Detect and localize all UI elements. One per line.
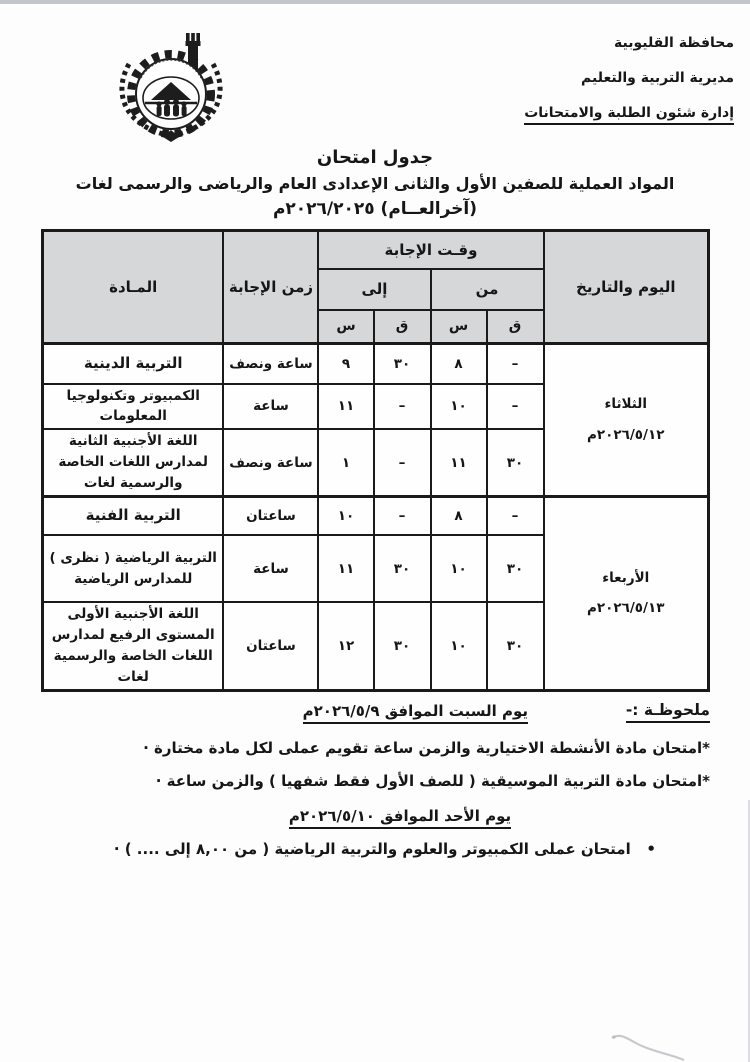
cell-from-minutes: ٣٠: [487, 602, 544, 690]
pen-mark: [608, 1030, 688, 1062]
header-to-hours: س: [318, 310, 373, 344]
cell-subject: التربية الرياضية ( نظرى ) للمدارس الرياضية: [42, 535, 223, 602]
cell-from-hours: ٨: [431, 343, 487, 384]
cell-subject: اللغة الأجنبية الأولى المستوى الرفيع لمدارس اللغات الخاصة والرسمية لغات: [42, 602, 223, 690]
letterhead: [0, 0, 750, 142]
day-name: الأربعاء: [602, 569, 650, 586]
sunday-note-text: امتحان عملى الكمبيوتر والعلوم والتربية الرياضية ( من ٨,٠٠ إلى .... ) ·: [113, 839, 631, 858]
cell-duration: ساعة: [223, 535, 318, 602]
cell-to-minutes: –: [374, 384, 431, 430]
cell-from-minutes: –: [487, 384, 544, 430]
sunday-heading: يوم الأحد الموافق ٢٠٢٦/٥/١٠م: [25, 800, 750, 833]
cell-from-minutes: –: [487, 343, 544, 384]
sunday-note-item: [0, 833, 750, 865]
cell-to-hours: ١١: [318, 384, 373, 430]
cell-to-hours: ١١: [318, 535, 373, 602]
cell-to-hours: ١٢: [318, 602, 373, 690]
note-item-music: *امتحان مادة التربية الموسيقية ( للصف الأول فقط شفهيا ) والزمن ساعة ·: [155, 771, 710, 790]
header-from: من: [431, 269, 544, 310]
cell-from-minutes: ٣٠: [487, 535, 544, 602]
header-to-minutes: ق: [374, 310, 431, 344]
cell-to-minutes: –: [374, 497, 431, 536]
cell-from-hours: ١١: [431, 429, 487, 496]
header-from-minutes: ق: [487, 310, 544, 344]
document-subtitle: المواد العملية للصفين الأول والثانى الإعدادى العام والرياضى والرسمى لغات: [75, 174, 675, 193]
emblem-graphic: [93, 30, 263, 142]
governorate-name: محافظة القليوبية: [614, 35, 734, 51]
header-to: إلى: [318, 269, 430, 310]
cell-from-minutes: –: [487, 497, 544, 536]
day-cell-wednesday: [544, 497, 709, 691]
header-subject: المـادة: [42, 230, 223, 343]
day-date: ٢٠٢٦/٥/١٢م: [587, 426, 665, 443]
cell-from-minutes: ٣٠: [487, 429, 544, 496]
cell-to-hours: ١: [318, 429, 373, 496]
cell-to-minutes: ٣٠: [374, 602, 431, 690]
bullet-icon: •: [646, 839, 656, 858]
cell-subject: اللغة الأجنبية الثانية لمدارس اللغات الخاصة والرسمية لغات: [42, 429, 223, 496]
cell-from-hours: ١٠: [431, 535, 487, 602]
note-label: ملحوظـة :-: [626, 701, 710, 719]
cell-duration: ساعتان: [223, 602, 318, 690]
exam-schedule-table: [41, 229, 710, 692]
notes-section: [0, 701, 750, 865]
cell-to-hours: ١٠: [318, 497, 373, 536]
header-day-date: اليوم والتاريخ: [544, 230, 709, 343]
cell-duration: ساعتان: [223, 497, 318, 536]
cell-to-minutes: ٣٠: [374, 343, 431, 384]
header-answer-time: وقـت الإجابة: [318, 230, 543, 269]
saturday-heading: يوم السبت الموافق ٢٠٢٦/٥/٩م: [303, 702, 528, 720]
cell-to-hours: ٩: [318, 343, 373, 384]
day-name: الثلاثاء: [604, 395, 647, 412]
cell-subject: التربية الفنية: [42, 497, 223, 536]
cell-to-minutes: –: [374, 429, 431, 496]
day-date: ٢٠٢٦/٥/١٣م: [587, 600, 665, 617]
department-name: إدارة شئون الطلبة والامتحانات: [524, 96, 734, 131]
cell-duration: ساعة ونصف: [223, 343, 318, 384]
cell-duration: ساعة ونصف: [223, 429, 318, 496]
cell-duration: ساعة: [223, 384, 318, 430]
academic-year: (آخرالعــام) ٢٠٢٦/٢٠٢٥م: [272, 199, 478, 219]
table-row: [42, 497, 708, 536]
title-block: [0, 144, 750, 223]
cell-to-minutes: ٣٠: [374, 535, 431, 602]
note-item-activities: *امتحان مادة الأنشطة الاختيارية والزمن ساعة تقويم عملى لكل مادة مختارة ·: [143, 738, 710, 757]
header-from-hours: س: [431, 310, 487, 344]
cell-from-hours: ١٠: [431, 384, 487, 430]
day-cell-tuesday: [544, 343, 709, 497]
table-row: [42, 343, 708, 384]
cell-from-hours: ١٠: [431, 602, 487, 690]
header-duration: زمن الإجابة: [223, 230, 318, 343]
education-emblem-icon: [93, 30, 263, 142]
cell-subject: التربية الدينية: [42, 343, 223, 384]
letterhead-text: [524, 26, 734, 131]
cell-subject: الكمبيوتر وتكنولوجيا المعلومات: [42, 384, 223, 430]
notes-heading-row: [0, 701, 750, 732]
directorate-name: مديرية التربية والتعليم: [581, 70, 734, 86]
cell-from-hours: ٨: [431, 497, 487, 536]
document-title: جدول امتحان: [316, 147, 434, 168]
